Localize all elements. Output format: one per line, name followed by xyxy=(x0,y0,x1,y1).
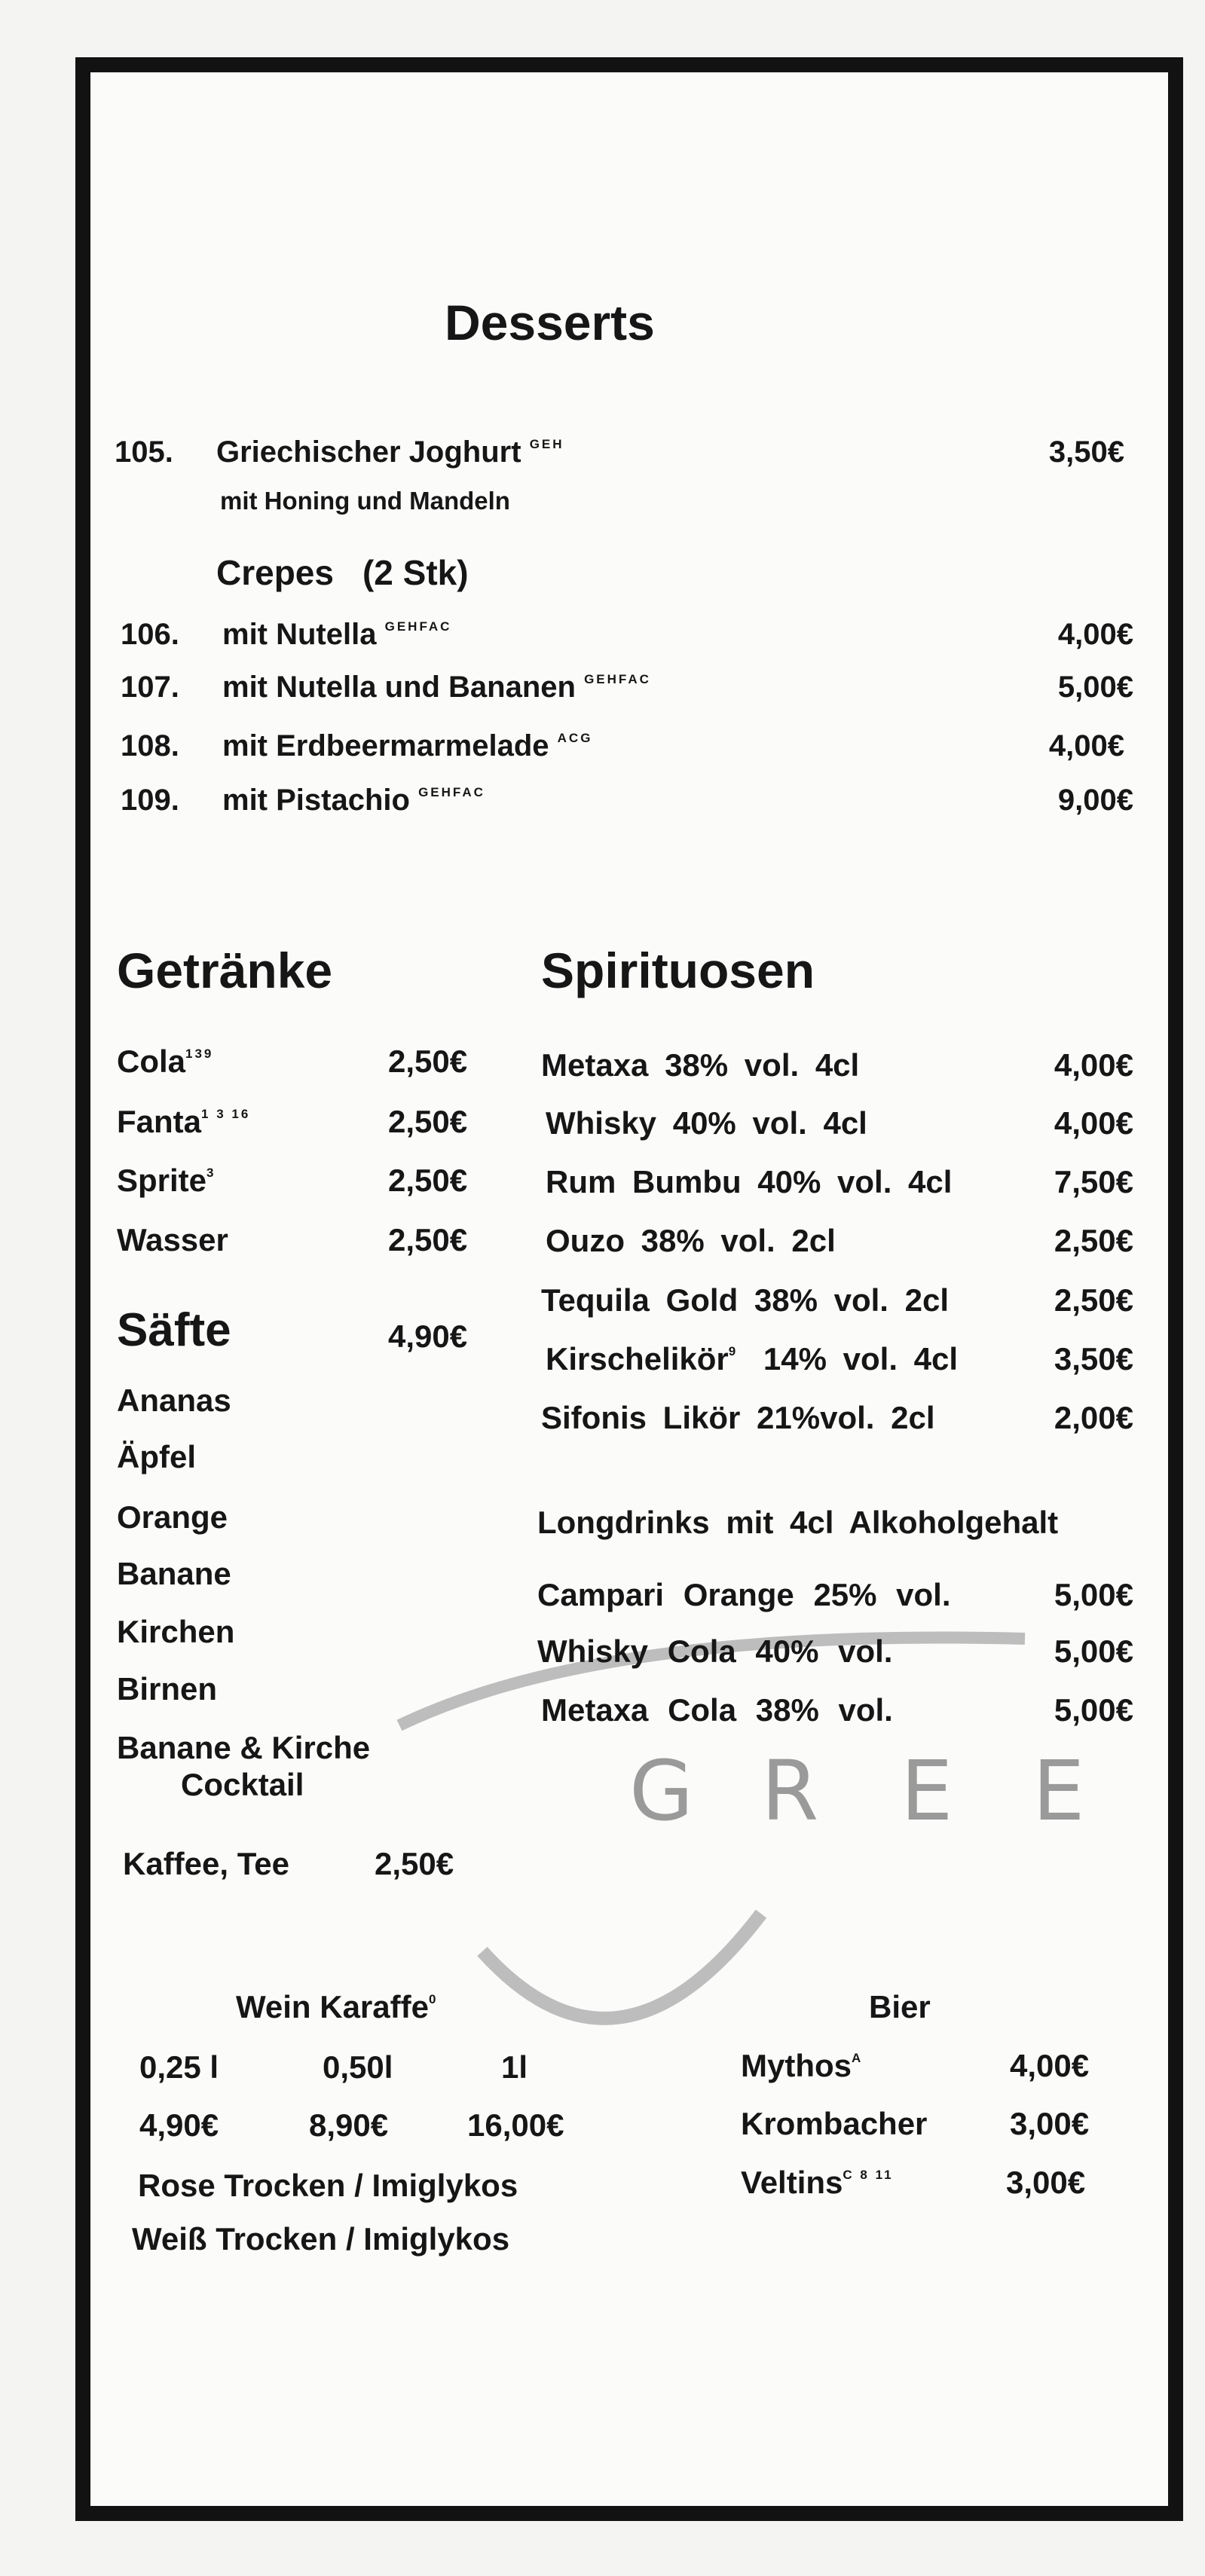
spirit-item-kirschelikoer xyxy=(546,1341,958,1377)
longdrink-price: 5,00€ xyxy=(1054,1633,1133,1669)
beer-item xyxy=(741,2165,894,2201)
juice-item: Äpfel xyxy=(117,1439,196,1474)
allergen-codes: C 8 11 xyxy=(843,2168,894,2182)
logo-letter-4: E xyxy=(1032,1743,1085,1839)
dessert-item-108-price: 4,00€ xyxy=(1048,729,1124,762)
beer-name: Veltins xyxy=(741,2165,843,2200)
beer-price: 3,00€ xyxy=(1006,2165,1086,2200)
item-number: 109. xyxy=(121,784,179,817)
juice-item: Orange xyxy=(117,1499,228,1535)
wein-size: 1l xyxy=(501,2049,528,2085)
spirit-volume: 14% vol. 4cl xyxy=(763,1341,959,1377)
dessert-item-109 xyxy=(121,784,485,817)
dessert-item-106-price: 4,00€ xyxy=(1057,618,1133,651)
kaffee-tee-price: 2,50€ xyxy=(375,1846,454,1881)
juice-item: Birnen xyxy=(117,1671,218,1707)
juice-item: Kirchen xyxy=(117,1614,235,1649)
wein-title-sup: 0 xyxy=(428,1992,439,2006)
beer-price: 4,00€ xyxy=(1010,2048,1090,2083)
drink-wasser-price: 2,50€ xyxy=(388,1222,468,1257)
spirit-price: 4,00€ xyxy=(1054,1105,1133,1141)
item-name: mit Pistachio xyxy=(222,784,410,817)
wein-title xyxy=(236,1989,438,2025)
allergen-codes: 9 xyxy=(728,1344,739,1358)
juice-item: Banane & Kirche xyxy=(117,1730,371,1765)
longdrink-price: 5,00€ xyxy=(1054,1577,1133,1612)
allergen-codes: 3 xyxy=(206,1166,216,1180)
drink-fanta xyxy=(117,1104,250,1140)
spirit-price: 7,50€ xyxy=(1054,1164,1133,1199)
wein-size: 0,50l xyxy=(323,2049,393,2085)
drink-name: Fanta xyxy=(117,1104,202,1139)
crepes-qty: (2 Stk) xyxy=(362,553,469,592)
spirit-price: 2,50€ xyxy=(1054,1223,1133,1258)
logo-letter-3: E xyxy=(901,1743,953,1839)
drink-sprite-price: 2,50€ xyxy=(388,1163,468,1198)
item-number: 105. xyxy=(115,435,173,469)
item-number: 106. xyxy=(121,618,179,651)
dessert-item-105 xyxy=(115,435,564,469)
saefte-price: 4,90€ xyxy=(388,1319,468,1354)
beer-item xyxy=(741,2048,863,2084)
desserts-title: Desserts xyxy=(445,295,655,350)
allergen-codes: ACG xyxy=(557,730,593,745)
item-name: Griechischer Joghurt xyxy=(216,435,521,469)
spirit-price: 2,00€ xyxy=(1054,1400,1133,1435)
spirit-item: Ouzo 38% vol. 2cl xyxy=(546,1223,836,1258)
drink-name: Sprite xyxy=(117,1163,207,1198)
wein-price: 4,90€ xyxy=(139,2107,219,2143)
spirit-price: 4,00€ xyxy=(1054,1047,1133,1083)
spirit-item: Sifonis Likör 21%vol. 2cl xyxy=(541,1400,935,1435)
drink-fanta-price: 2,50€ xyxy=(388,1104,468,1139)
drink-cola-price: 2,50€ xyxy=(388,1044,468,1079)
wein-price: 16,00€ xyxy=(467,2107,564,2143)
saefte-title: Säfte xyxy=(117,1304,231,1356)
allergen-codes: GEH xyxy=(529,436,564,451)
drink-cola xyxy=(117,1044,213,1080)
spirit-item: Rum Bumbu 40% vol. 4cl xyxy=(546,1164,953,1199)
longdrinks-title: Longdrinks mit 4cl Alkoholgehalt xyxy=(537,1505,1059,1540)
allergen-codes: GEHFAC xyxy=(384,619,452,634)
bier-title: Bier xyxy=(869,1989,931,2024)
juice-item: Ananas xyxy=(117,1383,231,1418)
dessert-item-109-price: 9,00€ xyxy=(1057,784,1133,817)
juice-item: Banane xyxy=(117,1556,231,1591)
crepes-label: Crepes xyxy=(216,553,334,592)
item-name: mit Nutella und Bananen xyxy=(222,671,576,704)
drink-name: Wasser xyxy=(117,1222,228,1257)
allergen-codes: GEHFAC xyxy=(418,784,485,799)
beer-price: 3,00€ xyxy=(1010,2106,1090,2141)
spirit-item: Tequila Gold 38% vol. 2cl xyxy=(541,1282,950,1318)
longdrink-price: 5,00€ xyxy=(1054,1692,1133,1728)
wein-price: 8,90€ xyxy=(309,2107,389,2143)
drink-sprite xyxy=(117,1163,216,1199)
item-number: 107. xyxy=(121,671,179,704)
juice-item: Cocktail xyxy=(181,1767,304,1802)
wein-title-text: Wein Karaffe xyxy=(236,1989,429,2024)
dessert-item-107 xyxy=(121,671,651,704)
drink-wasser xyxy=(117,1222,228,1258)
beer-name: Krombacher xyxy=(741,2106,928,2141)
getraenke-title: Getränke xyxy=(117,943,333,998)
kaffee-tee-label: Kaffee, Tee xyxy=(123,1846,289,1881)
dessert-item-105-desc: mit Honing und Mandeln xyxy=(220,487,510,515)
wein-size: 0,25 l xyxy=(139,2049,219,2085)
dessert-item-108 xyxy=(121,729,592,763)
allergen-codes: 139 xyxy=(185,1047,214,1061)
spirit-name: Kirschelikör xyxy=(546,1341,729,1377)
logo-letter-2: R xyxy=(761,1743,819,1839)
longdrink-item: Metaxa Cola 38% vol. xyxy=(541,1692,893,1728)
spirit-price: 2,50€ xyxy=(1054,1282,1133,1318)
spirit-item: Whisky 40% vol. 4cl xyxy=(546,1105,867,1141)
beer-item xyxy=(741,2106,927,2142)
longdrink-item: Campari Orange 25% vol. xyxy=(537,1577,951,1612)
allergen-codes: GEHFAC xyxy=(584,671,651,686)
wein-type: Rose Trocken / Imiglykos xyxy=(138,2168,518,2203)
allergen-codes: 1 3 16 xyxy=(201,1107,251,1121)
item-name: mit Erdbeermarmelade xyxy=(222,729,549,762)
spirit-price: 3,50€ xyxy=(1054,1341,1133,1377)
spirit-item: Metaxa 38% vol. 4cl xyxy=(541,1047,860,1083)
dessert-item-105-price: 3,50€ xyxy=(1048,435,1124,469)
logo-letter-1: G xyxy=(629,1743,694,1839)
dessert-item-107-price: 5,00€ xyxy=(1057,671,1133,704)
spirituosen-title: Spirituosen xyxy=(541,943,815,998)
item-number: 108. xyxy=(121,729,179,762)
dessert-item-106 xyxy=(121,618,451,652)
wein-type: Weiß Trocken / Imiglykos xyxy=(132,2221,510,2257)
longdrink-item: Whisky Cola 40% vol. xyxy=(537,1633,893,1669)
drink-name: Cola xyxy=(117,1044,186,1079)
item-name: mit Nutella xyxy=(222,618,377,651)
crepes-heading xyxy=(216,552,469,593)
beer-name: Mythos xyxy=(741,2048,852,2083)
allergen-codes: A xyxy=(852,2051,864,2065)
